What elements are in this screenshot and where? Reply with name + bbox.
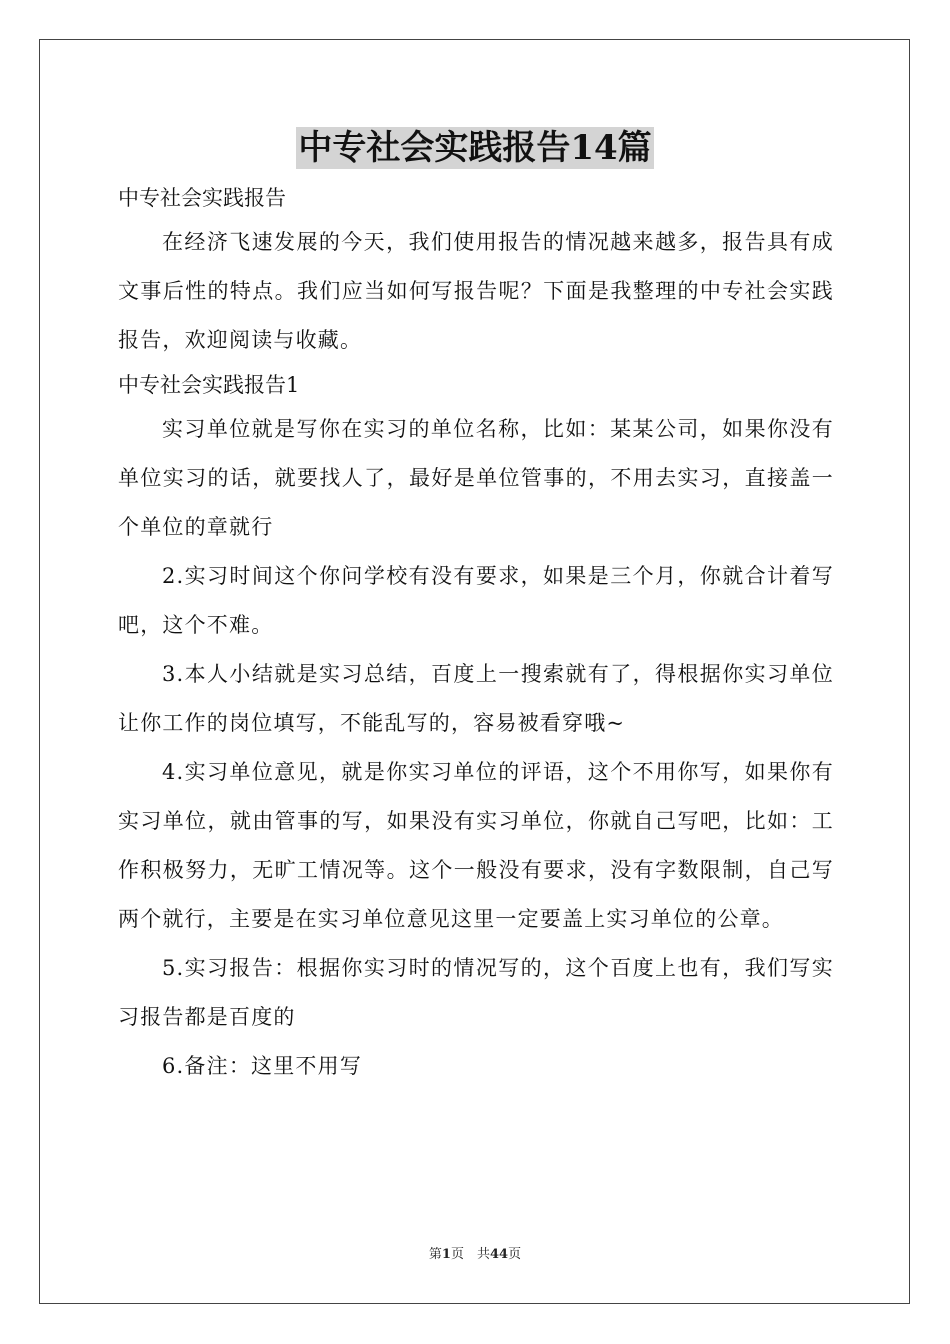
document-body	[118, 178, 834, 1091]
document-title: 中专社会实践报告14篇	[298, 128, 652, 168]
body-paragraph: 5.实习报告：根据你实习时的情况写的，这个百度上也有，我们写实习报告都是百度的	[118, 956, 834, 1029]
intro-paragraph: 在经济飞速发展的今天，我们使用报告的情况越来越多，报告具有成文事后性的特点。我们应当如何写报告呢？下面是我整理的中专社会实践报告，欢迎阅读与收藏。	[118, 230, 834, 352]
footer-page-number: 1	[441, 1247, 451, 1262]
page-footer	[0, 1246, 950, 1264]
body-paragraph: 实习单位就是写你在实习的单位名称，比如：某某公司，如果你没有单位实习的话，就要找人了，最好是单位管事的，不用去实习，直接盖一个单位的章就行	[118, 417, 834, 539]
body-paragraph: 4.实习单位意见，就是你实习单位的评语，这个不用你写，如果你有实习单位，就由管事的写，如果没有实习单位，你就自己写吧，比如：工作积极努力，无旷工情况等。这个一般没有要求，没有字数限制，自己写两个就行，主要是在实习单位意见这里一定要盖上实习单位的公章。	[118, 760, 834, 931]
footer-suffix: 页	[508, 1247, 522, 1262]
body-paragraph: 6.备注：这里不用写	[162, 1054, 363, 1078]
section-heading: 中专社会实践报告	[118, 186, 286, 210]
footer-mid: 页 共	[450, 1247, 490, 1262]
body-paragraph: 2.实习时间这个你问学校有没有要求，如果是三个月，你就合计着写吧，这个不难。	[118, 564, 834, 637]
body-paragraph: 3.本人小结就是实习总结，百度上一搜索就有了，得根据你实习单位让你工作的岗位填写，不能乱写的，容易被看穿哦~	[118, 662, 834, 735]
footer-prefix: 第	[428, 1247, 442, 1262]
title-container	[0, 127, 950, 169]
section-heading: 中专社会实践报告1	[118, 373, 300, 397]
footer-total-pages: 44	[489, 1247, 509, 1262]
